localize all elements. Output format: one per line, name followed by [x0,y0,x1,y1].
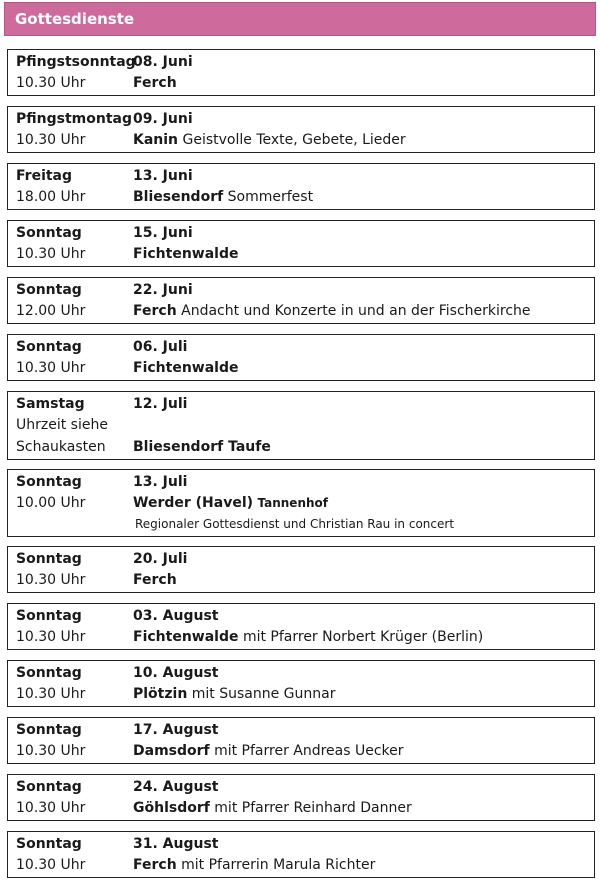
service-entry [7,603,595,650]
service-entry [7,163,595,210]
entry-date: 08. Juni [133,54,193,70]
entry-date: 09. Juni [133,111,193,127]
entry-day: Pfingstmontag [16,111,132,127]
service-entry [7,334,595,381]
entry-place: Kanin [133,132,179,148]
entry-day: Samstag [16,396,85,412]
section-header [4,2,596,36]
entry-date: 12. Juli [133,396,188,412]
entry-day: Sonntag [16,722,82,738]
entry-place: Ferch [133,572,177,588]
entry-place: Ferch [133,75,177,91]
service-entry [7,546,595,593]
entry-time: 10.30 Uhr [16,75,86,91]
entry-detail: mit Pfarrer Reinhard Danner [214,800,412,816]
service-entry [7,220,595,267]
entry-time: 10.30 Uhr [16,857,86,873]
entry-time: 10.30 Uhr [16,132,86,148]
entry-date: 17. August [133,722,219,738]
entry-time-line2: Schaukasten [16,439,106,455]
entry-time: 10.30 Uhr [16,629,86,645]
entry-place: Bliesendorf Taufe [133,439,271,455]
entry-date: 20. Juli [133,551,188,567]
entry-detail: mit Pfarrer Andreas Uecker [214,743,404,759]
entry-date: 22. Juni [133,282,193,298]
entry-place: Fichtenwalde [133,360,239,376]
entry-detail: Regionaler Gottesdienst und Christian Rau in concert [135,517,455,531]
service-entry [7,774,595,821]
entry-time: 12.00 Uhr [16,303,86,319]
entry-time: 10.30 Uhr [16,246,86,262]
entry-day: Sonntag [16,282,82,298]
entry-date: 13. Juli [133,474,188,490]
entry-place: Ferch [133,303,177,319]
entry-time: 10.30 Uhr [16,572,86,588]
entry-detail: mit Pfarrer Norbert Krüger (Berlin) [242,629,484,645]
service-entry [7,277,595,324]
entry-detail: Geistvolle Texte, Gebete, Lieder [182,132,406,148]
entry-day: Freitag [16,168,73,184]
entry-place: Fichtenwalde [133,246,239,262]
entry-day: Sonntag [16,836,82,852]
entry-place: Ferch [133,857,177,873]
entry-detail: mit Pfarrerin Marula Richter [181,857,376,873]
entry-day: Sonntag [16,551,82,567]
entry-place: Werder (Havel) [133,495,254,511]
service-entry [7,106,595,153]
entry-detail: Andacht und Konzerte in und an der Fischerkirche [181,303,531,319]
entry-time: 10.30 Uhr [16,686,86,702]
entry-place: Bliesendorf [133,189,224,205]
entry-time-line1: Uhrzeit siehe [16,417,108,433]
entry-day: Sonntag [16,225,82,241]
entry-time: 18.00 Uhr [16,189,86,205]
entry-date: 13. Juni [133,168,193,184]
entry-place: Plötzin [133,686,188,702]
entry-day: Sonntag [16,665,82,681]
entry-time: 10.30 Uhr [16,743,86,759]
entry-day: Sonntag [16,474,82,490]
section-title: Gottesdienste [15,10,135,28]
entry-day: Sonntag [16,779,82,795]
service-entry [7,49,595,96]
service-entry [7,391,595,460]
service-entry [7,469,595,537]
service-entry [7,831,595,878]
entry-place: Damsdorf [133,743,210,759]
entry-time: 10.30 Uhr [16,360,86,376]
entry-day: Sonntag [16,608,82,624]
entry-detail: Sommerfest [227,189,314,205]
entry-place: Fichtenwalde [133,629,239,645]
entry-detail: mit Susanne Gunnar [191,686,336,702]
entry-place: Göhlsdorf [133,800,210,816]
entry-date: 31. August [133,836,219,852]
entry-place-note: Tannenhof [257,496,328,510]
entry-date: 24. August [133,779,219,795]
entry-day: Sonntag [16,339,82,355]
entry-date: 15. Juni [133,225,193,241]
entry-date: 06. Juli [133,339,188,355]
entry-time: 10.00 Uhr [16,495,86,511]
entry-day: Pfingstsonntag [16,54,136,70]
service-entry [7,717,595,764]
entry-date: 10. August [133,665,219,681]
entry-time: 10.30 Uhr [16,800,86,816]
service-entry [7,660,595,707]
entry-date: 03. August [133,608,219,624]
